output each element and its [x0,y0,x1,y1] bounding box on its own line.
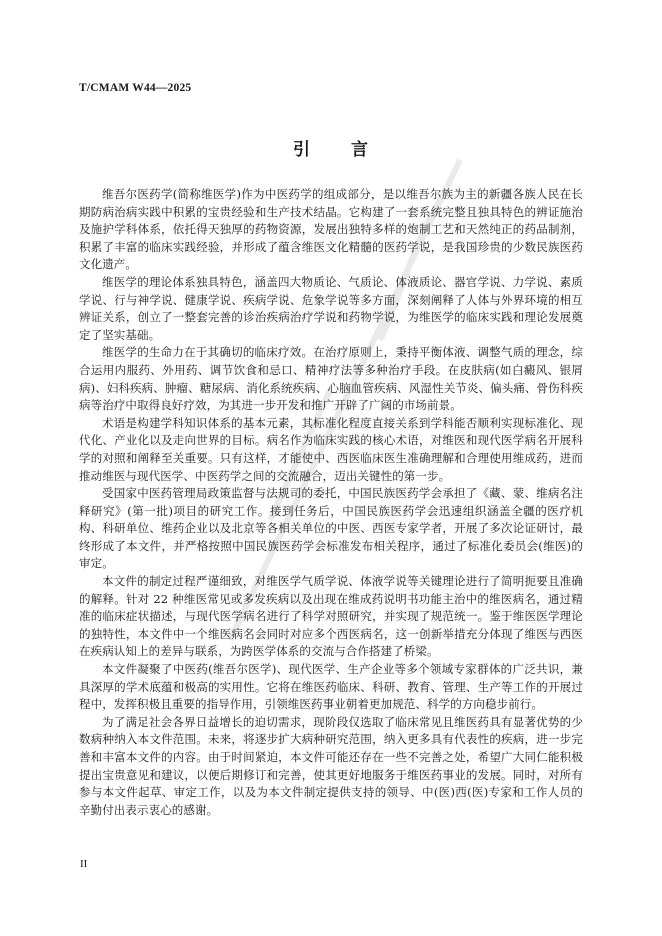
paragraph-2: 维医学的理论体系独具特色，涵盖四大物质论、气质论、体液质论、器官学说、力学说、素质学说、行与神学说、健康学说、疾病学说、危象学说等多方面，深刻阐释了人体与外界环境的相互辨证关系，创立了一整套完善的诊治疾病治疗学说和药物学说，为维医学的临床实践和理论发展奠定了坚实基础。 [79,274,583,342]
paragraph-5: 受国家中医药管理局政策监督与法规司的委托，中国民族医药学会承担了《藏、蒙、维病名注释研究》(第一批)项目的研究工作。接到任务后，中国民族医药学会迅速组织涵盖全疆的医疗机构、科研单位、维药企业以及北京等各相关单位的中医、西医专家学者，开展了多次论证研讨，最终形成了本文件，并严格按照中国民族医药学会标准发布相关程序，通过了标准化委员会(维医)的审定。 [79,486,583,571]
paragraph-7: 本文件凝聚了中医药(维吾尔医学)、现代医学、生产企业等多个领域专家群体的广泛共识，兼具深厚的学术底蕴和极高的实用性。它将在维医药临床、科研、教育、管理、生产等工作的开展过程中，发挥积极且重要的指导作用，引领维医药事业朝着更加规范、科学的方向稳步前行。 [79,662,583,712]
introduction-body [79,186,583,819]
paragraph-1: 维吾尔医药学(简称维医学)作为中医药学的组成部分，是以维吾尔族为主的新疆各族人民在长期防病治病实践中积累的宝贵经验和生产技术结晶。它构建了一套系统完整且独具特色的辨证施治及施护学科体系，依托得天独厚的药物资源，发展出独特多样的炮制工艺和天然纯正的药品制剂，积累了丰富的临床实践经验，并形成了蕴含维医文化精髓的医药学说，是我国珍贵的少数民族医药文化遗产。 [79,187,583,272]
standard-code: T/CMAM W44—2025 [79,82,192,94]
page-number: II [80,858,88,870]
page-title [0,135,662,160]
title-char-2: 言 [351,140,369,160]
paragraph-4: 术语是构建学科知识体系的基本元素，其标准化程度直接关系到学科能否顺利实现标准化、现代化、产业化以及走向世界的目标。病名作为临床实践的核心术语，对维医和现代医学病名开展科学的对照和阐释至关重要。只有这样，才能使中、西医临床医生准确理解和合理使用维成药，进而推动维医与现代医学、中医药学之间的交流融合，迈出关键性的第一步。 [79,415,583,483]
paragraph-6: 本文件的制定过程严谨细致，对维医学气质学说、体液学说等关键理论进行了简明扼要且准确的解释。针对 22 种维医常见或多发疾病以及出现在维成药说明书功能主治中的维医病名，通过精准的临床症状描述，与现代医学病名进行了科学对照研究，并实现了规范统一。鉴于维医医学理论的独特性，本文件中一个维医病名会同时对应多个西医病名，这一创新举措充分体现了维医与西医在疾病认知上的差异与联系，为跨医学体系的交流与合作搭建了桥梁。 [79,574,583,659]
paragraph-8: 为了满足社会各界日益增长的迫切需求，现阶段仅选取了临床常见且维医药具有显著优势的少数病种纳入本文件范围。未来，将逐步扩大病种研究范围，纳入更多具有代表性的疾病，进一步完善和丰富本文件的内容。由于时间紧迫，本文件可能还存在一些不完善之处，希望广大同仁能积极提出宝贵意见和建议，以便后期修订和完善，使其更好地服务于维医药事业的发展。同时，对所有参与本文件起草、审定工作，以及为本文件制定提供支持的领导、中(医)西(医)专家和工作人员的辛勤付出表示衷心的感谢。 [79,714,583,817]
paragraph-3: 维医学的生命力在于其确切的临床疗效。在治疗原则上，秉持平衡体液、调整气质的理念，综合运用内服药、外用药、调节饮食和忌口、精神疗法等多种治疗手段。在皮肤病(如白癜风、银屑病)、妇科疾病、肿瘤、糖尿病、消化系统疾病、心脑血管疾病、风湿性关节炎、偏头痛、骨伤科疾病等治疗中取得良好疗效，为其进一步开发和推广开辟了广阔的市场前景。 [79,345,583,413]
title-char-1: 引 [293,140,311,160]
